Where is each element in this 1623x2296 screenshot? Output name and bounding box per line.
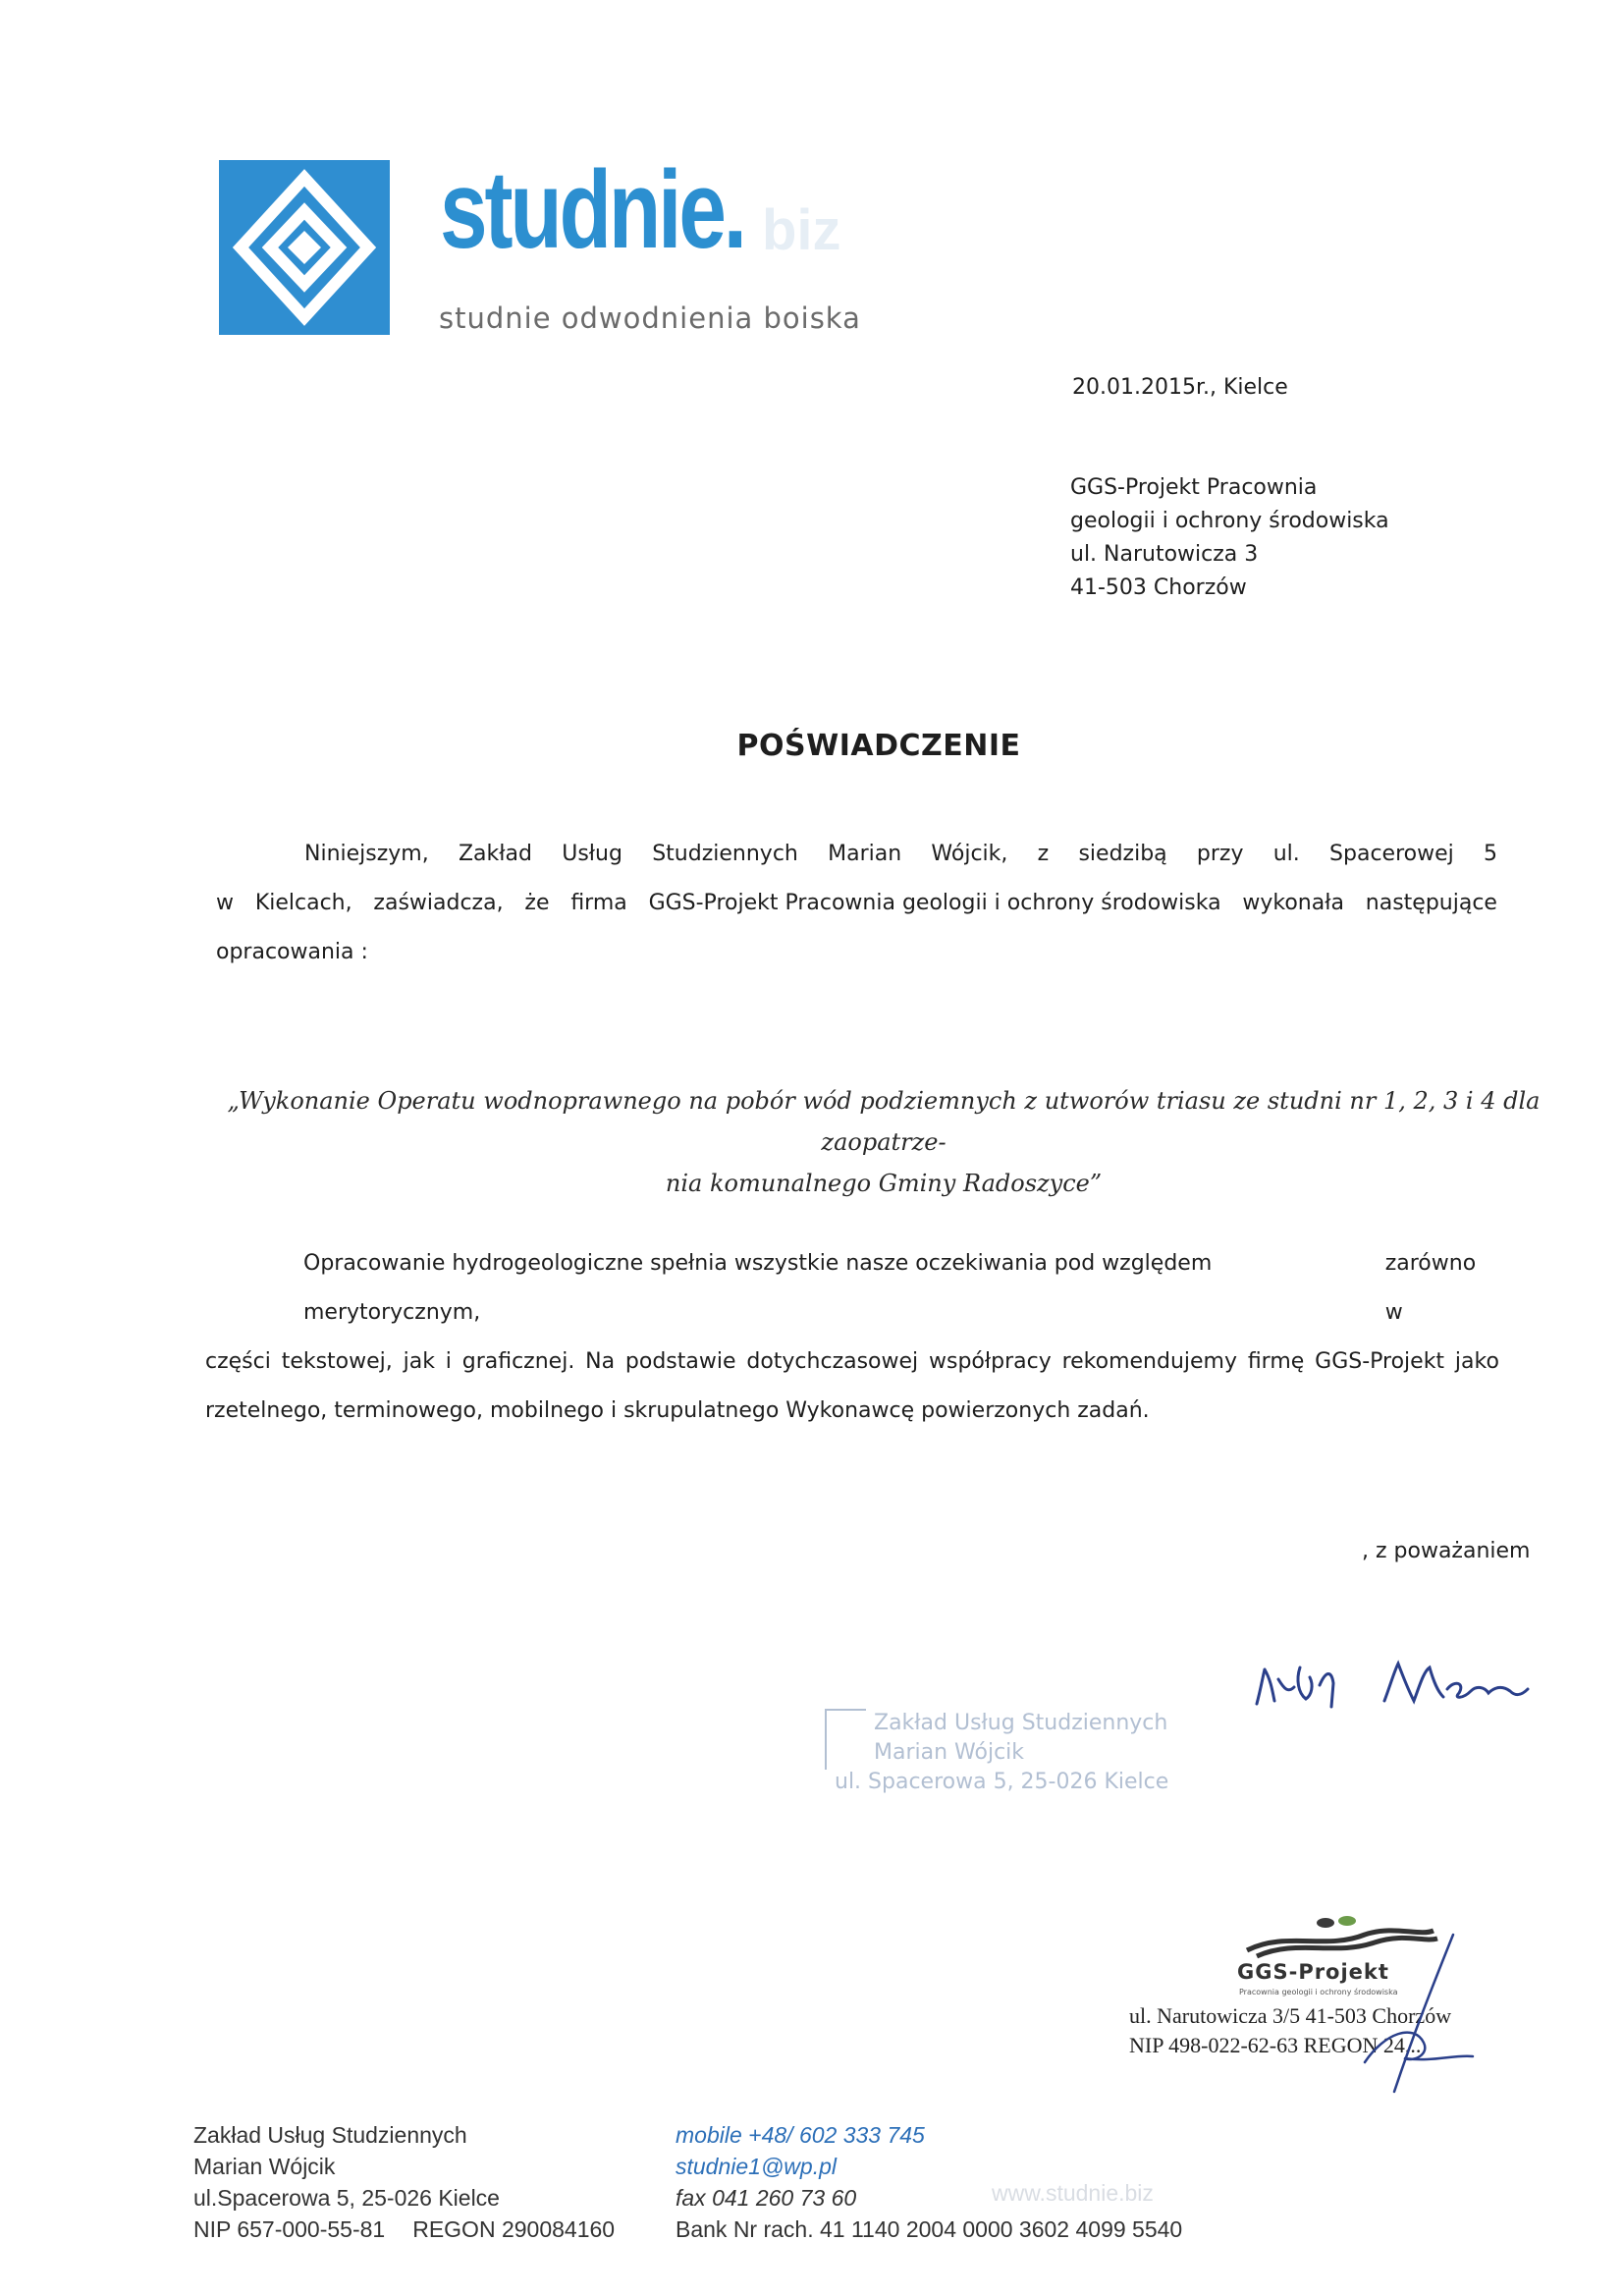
- footer-fax: fax 041 260 73 60: [676, 2185, 857, 2211]
- footer-website: www.studnie.biz: [992, 2180, 1154, 2206]
- recipient-line-2: geologii i ochrony środowiska: [1070, 509, 1389, 533]
- word: graficznej.: [461, 1349, 575, 1374]
- diamond-logo-icon: [219, 160, 390, 335]
- quote-line-1: „Wykonanie Operatu wodnoprawnego na pobór wód podziemnych z utworów triasu ze studni nr 1, 2, 3 i 4 dla zaopatrze-: [227, 1087, 1541, 1156]
- word: Spacerowej: [1329, 842, 1454, 866]
- closing-regards: , z poważaniem: [1362, 1539, 1531, 1563]
- project-quote: [216, 1080, 1551, 1204]
- word: jako: [1454, 1349, 1499, 1374]
- recipient-line-1: GGS-Projekt Pracownia: [1070, 475, 1318, 500]
- word: Zakład: [458, 842, 532, 866]
- handwritten-signature: [1237, 1650, 1551, 1719]
- word: ul.: [1272, 842, 1300, 866]
- ggs-stamp-address-1: ul. Narutowicza 3/5 41-503 Chorzów: [1129, 2003, 1452, 2028]
- company-stamp: [825, 1709, 1257, 1797]
- date-place: 20.01.2015r., Kielce: [1072, 375, 1288, 400]
- word: tekstowej,: [281, 1349, 393, 1374]
- word: że: [524, 891, 550, 915]
- word: przy: [1196, 842, 1244, 866]
- word: z: [1037, 842, 1050, 866]
- footer-nip: NIP 657-000-55-81: [193, 2216, 386, 2242]
- paragraph-2-row-2: [205, 1338, 1499, 1387]
- word: części: [205, 1349, 271, 1374]
- document-title: POŚWIADCZENIE: [736, 729, 1021, 763]
- word: współpracy: [928, 1349, 1052, 1374]
- company-name: GGS-Projekt Pracownia geologii i ochrony środowiska: [648, 891, 1221, 915]
- logo-wordmark: studnie.: [440, 148, 744, 271]
- paragraph-1-row-1: [216, 830, 1497, 879]
- stamp-line-2: Marian Wójcik: [874, 1740, 1025, 1765]
- recipient-line-4: 41-503 Chorzów: [1070, 575, 1247, 600]
- paragraph-1-row-3: opracowania :: [216, 940, 368, 964]
- logo-tagline: studnie odwodnienia boiska: [439, 301, 861, 335]
- footer-bank: Bank Nr rach. 41 1140 2004 0000 3602 4099 5540: [676, 2216, 1183, 2242]
- word: jak: [403, 1349, 435, 1374]
- word: firmę: [1247, 1349, 1305, 1374]
- second-signature: [1345, 1925, 1483, 2102]
- word: następujące: [1365, 891, 1497, 915]
- paragraph-2-row-1: [205, 1239, 1499, 1338]
- footer-company-info: [193, 2119, 615, 2245]
- word: Wójcik,: [931, 842, 1008, 866]
- word: dotychczasowej: [746, 1349, 919, 1374]
- word: firma: [570, 891, 627, 915]
- recipient-line-3: ul. Narutowicza 3: [1070, 542, 1259, 567]
- paragraph-2-row-3: rzetelnego, terminowego, mobilnego i skrupulatnego Wykonawcę powierzonych zadań.: [205, 1398, 1150, 1423]
- word: Usług: [562, 842, 622, 866]
- word: Na: [585, 1349, 616, 1374]
- stamp-line-1: Zakład Usług Studziennych: [874, 1711, 1168, 1735]
- word: Marian: [828, 842, 902, 866]
- footer-owner: Marian Wójcik: [193, 2154, 336, 2179]
- footer-mobile: mobile +48/ 602 333 745: [676, 2122, 925, 2148]
- word: wykonała: [1242, 891, 1344, 915]
- ggs-stamp-address-2: NIP 498-022-62-63 REGON 24...: [1129, 2033, 1422, 2057]
- paragraph-1-row-2: [216, 879, 1497, 928]
- footer-regon: REGON 290084160: [412, 2216, 616, 2242]
- text-run: zarówno w: [1384, 1251, 1477, 1325]
- ggs-stamp-name: GGS-Projekt: [1237, 1960, 1389, 1984]
- word: siedzibą: [1078, 842, 1167, 866]
- word: Studziennych: [652, 842, 798, 866]
- word: Niniejszym,: [304, 842, 429, 866]
- word: w: [216, 891, 234, 915]
- word: i: [445, 1349, 452, 1374]
- logo-suffix: biz: [762, 198, 841, 262]
- stamp-line-3: ul. Spacerowa 5, 25-026 Kielce: [835, 1770, 1169, 1794]
- quote-line-2: nia komunalnego Gminy Radoszyce”: [665, 1170, 1103, 1197]
- word: rekomendujemy: [1061, 1349, 1237, 1374]
- word: GGS-Projekt: [1315, 1349, 1445, 1374]
- word: 5: [1484, 842, 1497, 866]
- stamp-bracket: [825, 1709, 866, 1770]
- footer-email: studnie1@wp.pl: [676, 2154, 837, 2179]
- word: zaświadcza,: [373, 891, 504, 915]
- ggs-stamp-subtitle: Pracownia geologii i ochrony środowiska: [1239, 1988, 1398, 1996]
- word: podstawie: [624, 1349, 736, 1374]
- paragraph-2: [205, 1239, 1499, 1436]
- paragraph-1: [216, 830, 1497, 977]
- footer-ids: [193, 2214, 615, 2245]
- word: Kielcach,: [254, 891, 352, 915]
- footer-address: ul.Spacerowa 5, 25-026 Kielce: [193, 2185, 500, 2211]
- footer-company-name: Zakład Usług Studziennych: [193, 2122, 467, 2148]
- text-run: Opracowanie hydrogeologiczne spełnia wszystkie nasze oczekiwania pod względem merytorycznym,: [303, 1251, 1213, 1325]
